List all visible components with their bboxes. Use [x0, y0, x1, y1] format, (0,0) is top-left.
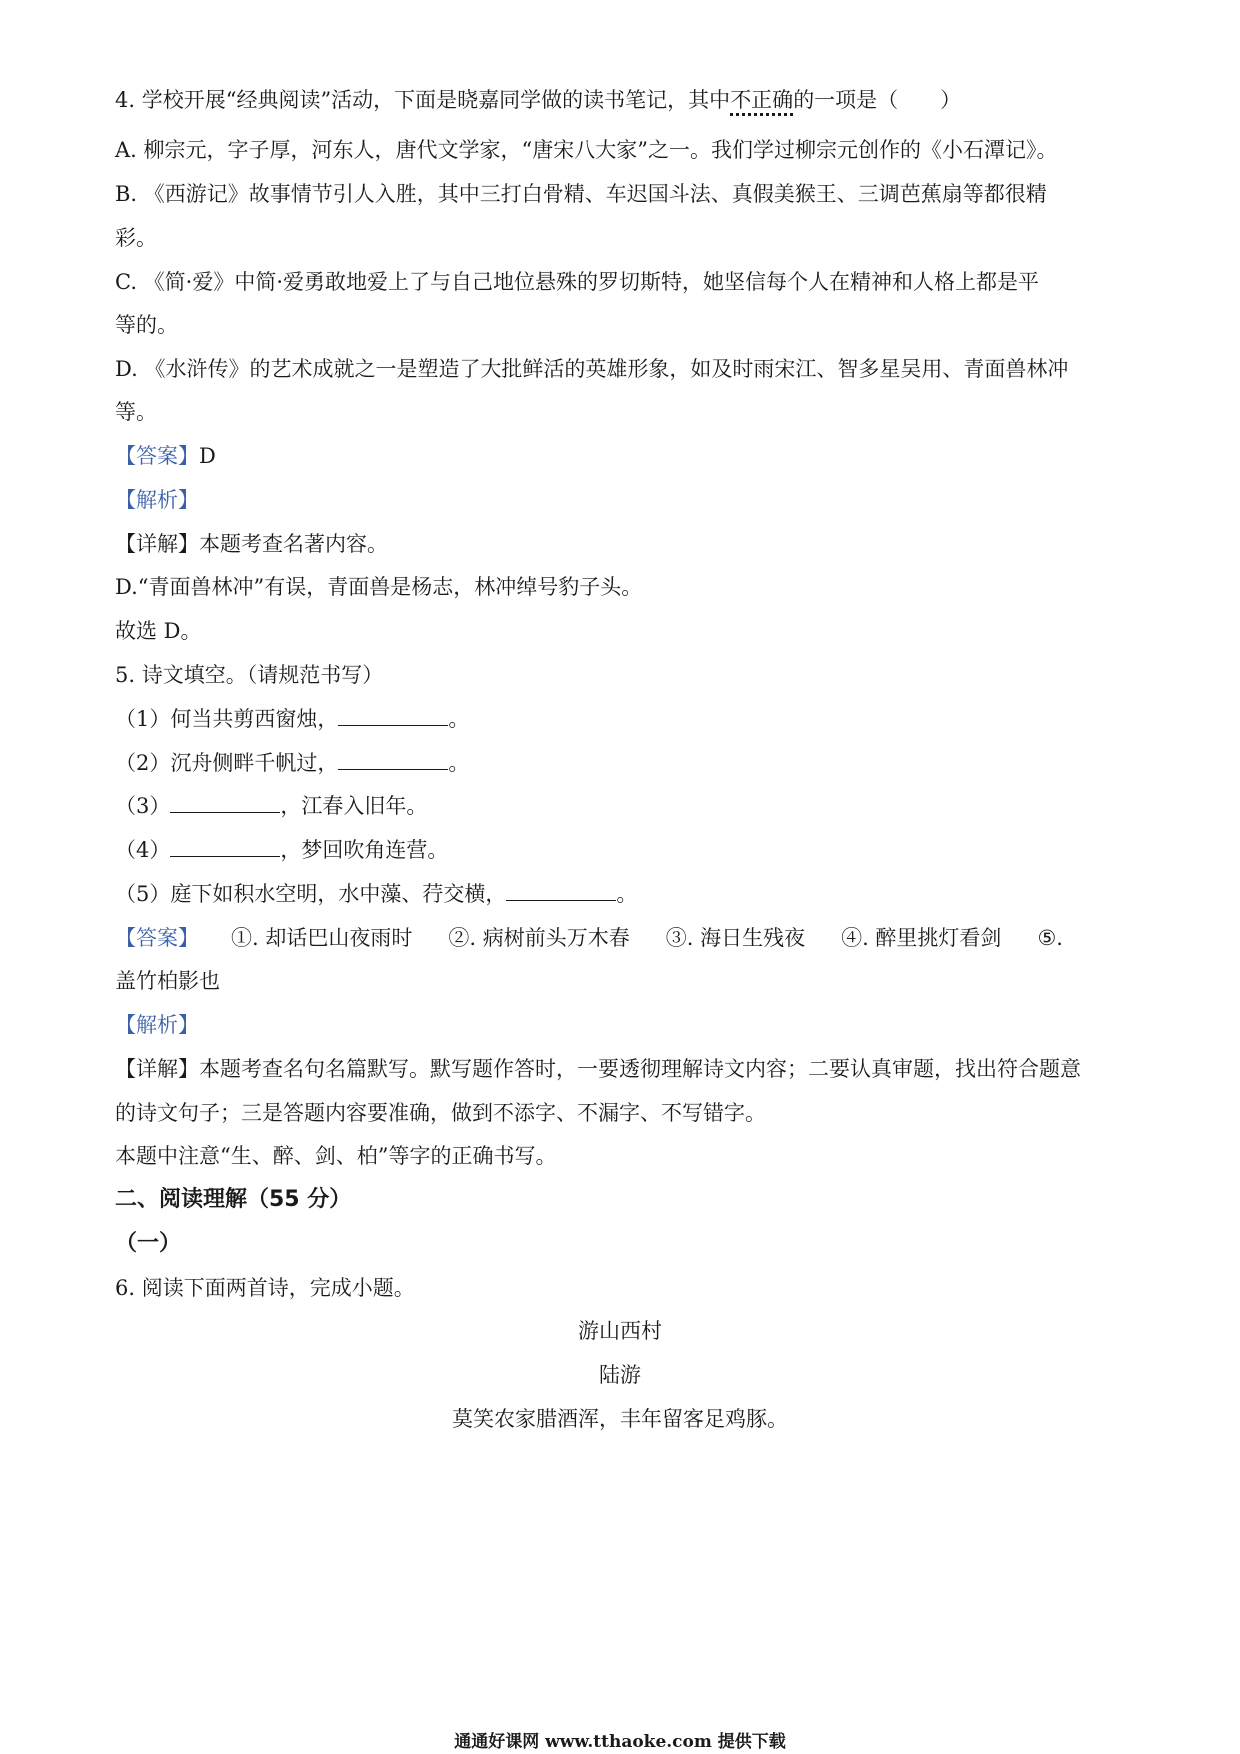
answer-item: ③. 海日生残夜	[665, 926, 806, 950]
q5-item-3	[115, 792, 1140, 820]
q5-item-2	[115, 749, 1140, 777]
q4-stem	[115, 86, 1140, 114]
fill-blank	[170, 836, 280, 857]
q5-detail-1	[115, 1055, 1140, 1083]
q4-option-b-line2: 彩。	[115, 226, 157, 250]
answer-item: ②. 病树前头万木春	[448, 926, 630, 950]
q4-stem-emphasis: 不正确	[730, 88, 794, 112]
q4-stem-after: 的一项是（ ）	[793, 88, 962, 112]
q5-analysis-label: 【解析】	[115, 1013, 199, 1037]
q4-stem-before: 4. 学校开展“经典阅读”活动，下面是晓嘉同学做的读书笔记，其中	[115, 88, 731, 112]
answer-item: ①. 却话巴山夜雨时	[231, 926, 413, 950]
q5-detail-2: 的诗文句子；三是答题内容要准确，做到不添字、不漏字、不写错字。	[115, 1101, 766, 1125]
q5-item-text: 。	[616, 882, 638, 906]
answer-item: ⑤.	[1037, 926, 1063, 950]
footer-watermark: 通通好课网 www.tthaoke.com 提供下载	[454, 1732, 786, 1752]
answer-value: D	[199, 444, 216, 468]
q4-option-b-line1: B. 《西游记》故事情节引人入胜，其中三打白骨精、车迟国斗法、真假美猴王、三调芭蕉扇等都很精	[115, 182, 1047, 206]
q4-detail-line3: 故选 D。	[115, 619, 202, 643]
q5-answer-wrap: 盖竹柏影也	[115, 969, 220, 993]
q5-item-text: 。	[448, 751, 470, 775]
q4-answer	[115, 442, 1140, 470]
answer-item: ④. 醉里挑灯看剑	[841, 926, 1002, 950]
q5-answer	[115, 924, 1140, 952]
detail-label: 【详解】	[115, 532, 199, 556]
q4-option-c-line2: 等的。	[115, 313, 178, 337]
poem-line-1: 莫笑农家腊酒浑，丰年留客足鸡豚。	[452, 1407, 788, 1431]
fill-blank	[170, 792, 280, 813]
q4-option-c-line1: C. 《简·爱》中简·爱勇敢地爱上了与自己地位悬殊的罗切斯特，她坚信每个人在精神和人格上都是平	[115, 270, 1040, 294]
q4-detail	[115, 530, 1140, 558]
q5-item-text: （4）	[115, 838, 171, 862]
q5-item-text: （1）何当共剪西窗烛，	[115, 707, 339, 731]
q5-item-text: （3）	[115, 794, 171, 818]
q6-stem: 6. 阅读下面两首诗，完成小题。	[115, 1276, 415, 1300]
q5-item-text: （5）庭下如积水空明，水中藻、荇交横，	[115, 882, 507, 906]
q5-item-4	[115, 836, 1140, 864]
q5-item-5	[115, 880, 1140, 908]
poem-author: 陆游	[599, 1363, 641, 1387]
q5-stem: 5. 诗文填空。（请规范书写）	[115, 663, 384, 687]
answer-label: 【答案】	[115, 444, 199, 468]
q4-detail-line2: D.“青面兽林冲”有误，青面兽是杨志，林冲绰号豹子头。	[115, 575, 643, 599]
q4-option-d-line1: D. 《水浒传》的艺术成就之一是塑造了大批鲜活的英雄形象，如及时雨宋江、智多星吴用、青面兽林冲	[115, 357, 1069, 381]
q5-item-1	[115, 705, 1140, 733]
q5-item-text: 。	[448, 707, 470, 731]
q5-detail-3: 本题中注意“生、醉、剑、柏”等字的正确书写。	[115, 1144, 557, 1168]
q4-option-d-line2: 等。	[115, 400, 157, 424]
q4-option-a: A. 柳宗元，字子厚，河东人，唐代文学家，“唐宋八大家”之一。我们学过柳宗元创作的《小石潭记》。	[115, 138, 1058, 162]
section-subheading: （一）	[115, 1231, 182, 1256]
q5-item-text: ，梦回吹角连营。	[280, 838, 449, 862]
q5-item-text: ，江春入旧年。	[280, 794, 428, 818]
poem-title: 游山西村	[578, 1319, 662, 1343]
detail-text: 本题考查名句名篇默写。默写题作答时，一要透彻理解诗文内容；二要认真审题，找出符合题意	[199, 1057, 1081, 1081]
q5-item-text: （2）沉舟侧畔千帆过，	[115, 751, 339, 775]
q4-analysis-label: 【解析】	[115, 488, 199, 512]
section-heading: 二、阅读理解（55 分）	[115, 1187, 352, 1212]
fill-blank	[506, 880, 616, 901]
fill-blank	[338, 705, 448, 726]
fill-blank	[338, 749, 448, 770]
detail-label: 【详解】	[115, 1057, 199, 1081]
answer-label: 【答案】	[115, 926, 199, 950]
detail-text: 本题考查名著内容。	[199, 532, 388, 556]
